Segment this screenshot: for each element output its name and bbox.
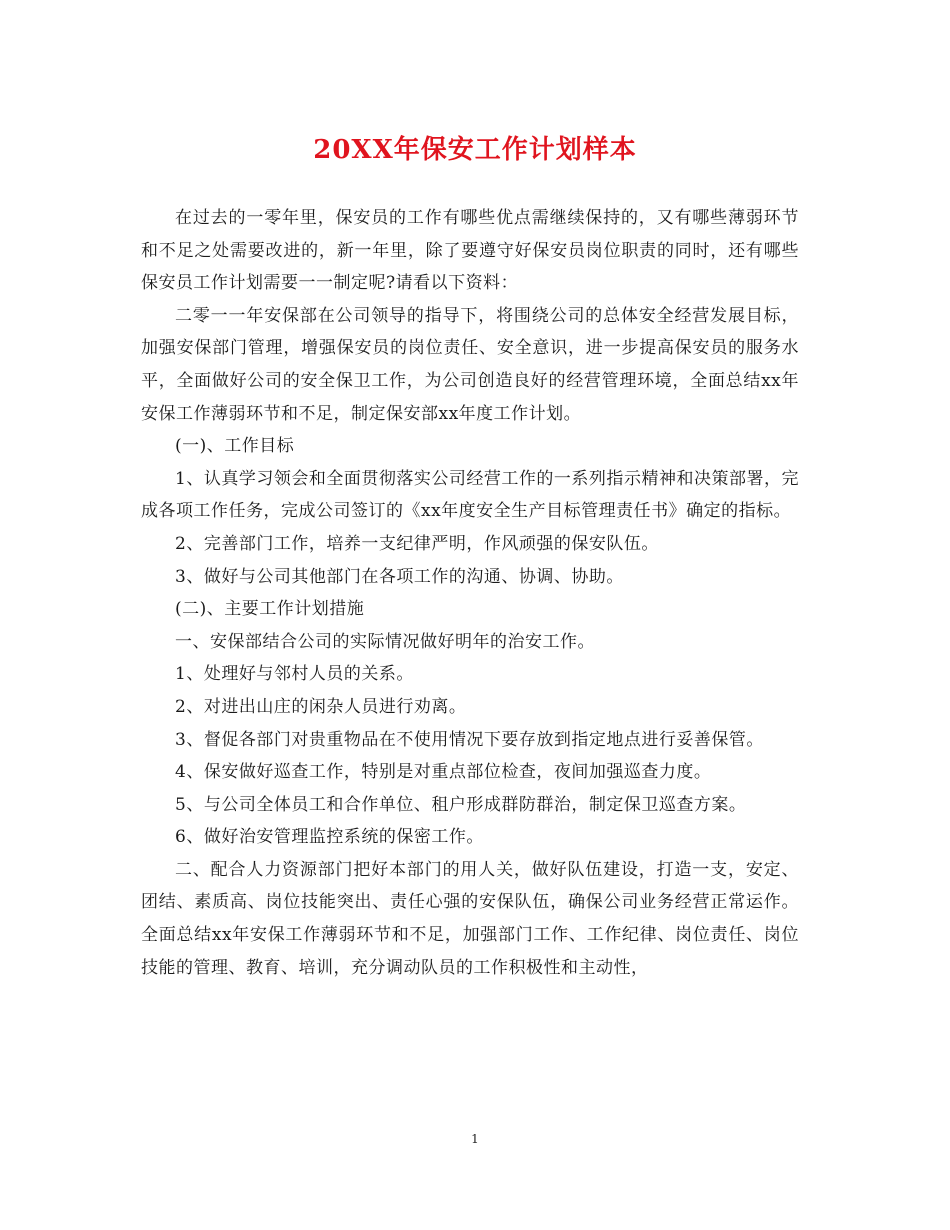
paragraph-item-5: 5、与公司全体员工和合作单位、租户形成群防群治，制定保卫巡查方案。 (175, 794, 747, 815)
paragraph-item-6: 6、做好治安管理监控系统的保密工作。 (175, 827, 484, 848)
paragraph-goal-1: 1、认真学习领会和全面贯彻落实公司经营工作的一系列指示精神和决策部署，完成各项工作任务，完成公司签订的《xx年度安全生产目标管理责任书》确定的指标。 (141, 468, 799, 522)
page-number: 1 (471, 1132, 479, 1146)
paragraph-goal-2: 2、完善部门工作，培养一支纪律严明，作风顽强的保安队伍。 (175, 533, 659, 554)
paragraph-item-1: 1、处理好与邻村人员的关系。 (175, 664, 414, 685)
paragraph-item-4: 4、保安做好巡查工作，特别是对重点部位检查，夜间加强巡查力度。 (175, 762, 712, 783)
paragraph-goal-3: 3、做好与公司其他部门在各项工作的沟通、协调、协助。 (175, 566, 624, 587)
paragraph-measure-2: 二、配合人力资源部门把好本部门的用人关，做好队伍建设，打造一支，安定、团结、素质高、岗位技能突出、责任心强的安保队伍，确保公司业务经营正常运作。全面总结xx年安保工作薄弱环节和不足，加强部门工作、工作纪律、岗位责任、岗位技能的管理、教育、培训，充分调动队员的工作积极性和主动性， (141, 859, 799, 978)
paragraph-measure-1: 一、安保部结合公司的实际情况做好明年的治安工作。 (175, 631, 595, 652)
section-heading-measures: (二)、主要工作计划措施 (175, 599, 365, 620)
paragraph-item-2: 2、对进出山庄的闲杂人员进行劝离。 (175, 696, 467, 717)
paragraph-item-3: 3、督促各部门对贵重物品在不使用情况下要存放到指定地点进行妥善保管。 (175, 729, 764, 750)
section-heading-goals: (一)、工作目标 (175, 436, 295, 457)
paragraph-overview: 二零一一年安保部在公司领导的指导下，将围绕公司的总体安全经营发展目标，加强安保部门管理，增强保安员的岗位责任、安全意识，进一步提高保安员的服务水平，全面做好公司的安全保卫工作，为公司创造良好的经营管理环境，全面总结xx年安保工作薄弱环节和不足，制定保安部xx年度工作计划。 (141, 305, 799, 424)
document-body (141, 202, 799, 984)
document-title: 20XX年保安工作计划样本 (313, 135, 637, 165)
paragraph-intro: 在过去的一零年里，保安员的工作有哪些优点需继续保持的，又有哪些薄弱环节和不足之处需要改进的，新一年里，除了要遵守好保安员岗位职责的同时，还有哪些保安员工作计划需要一一制定呢?请看以下资料： (141, 208, 799, 294)
